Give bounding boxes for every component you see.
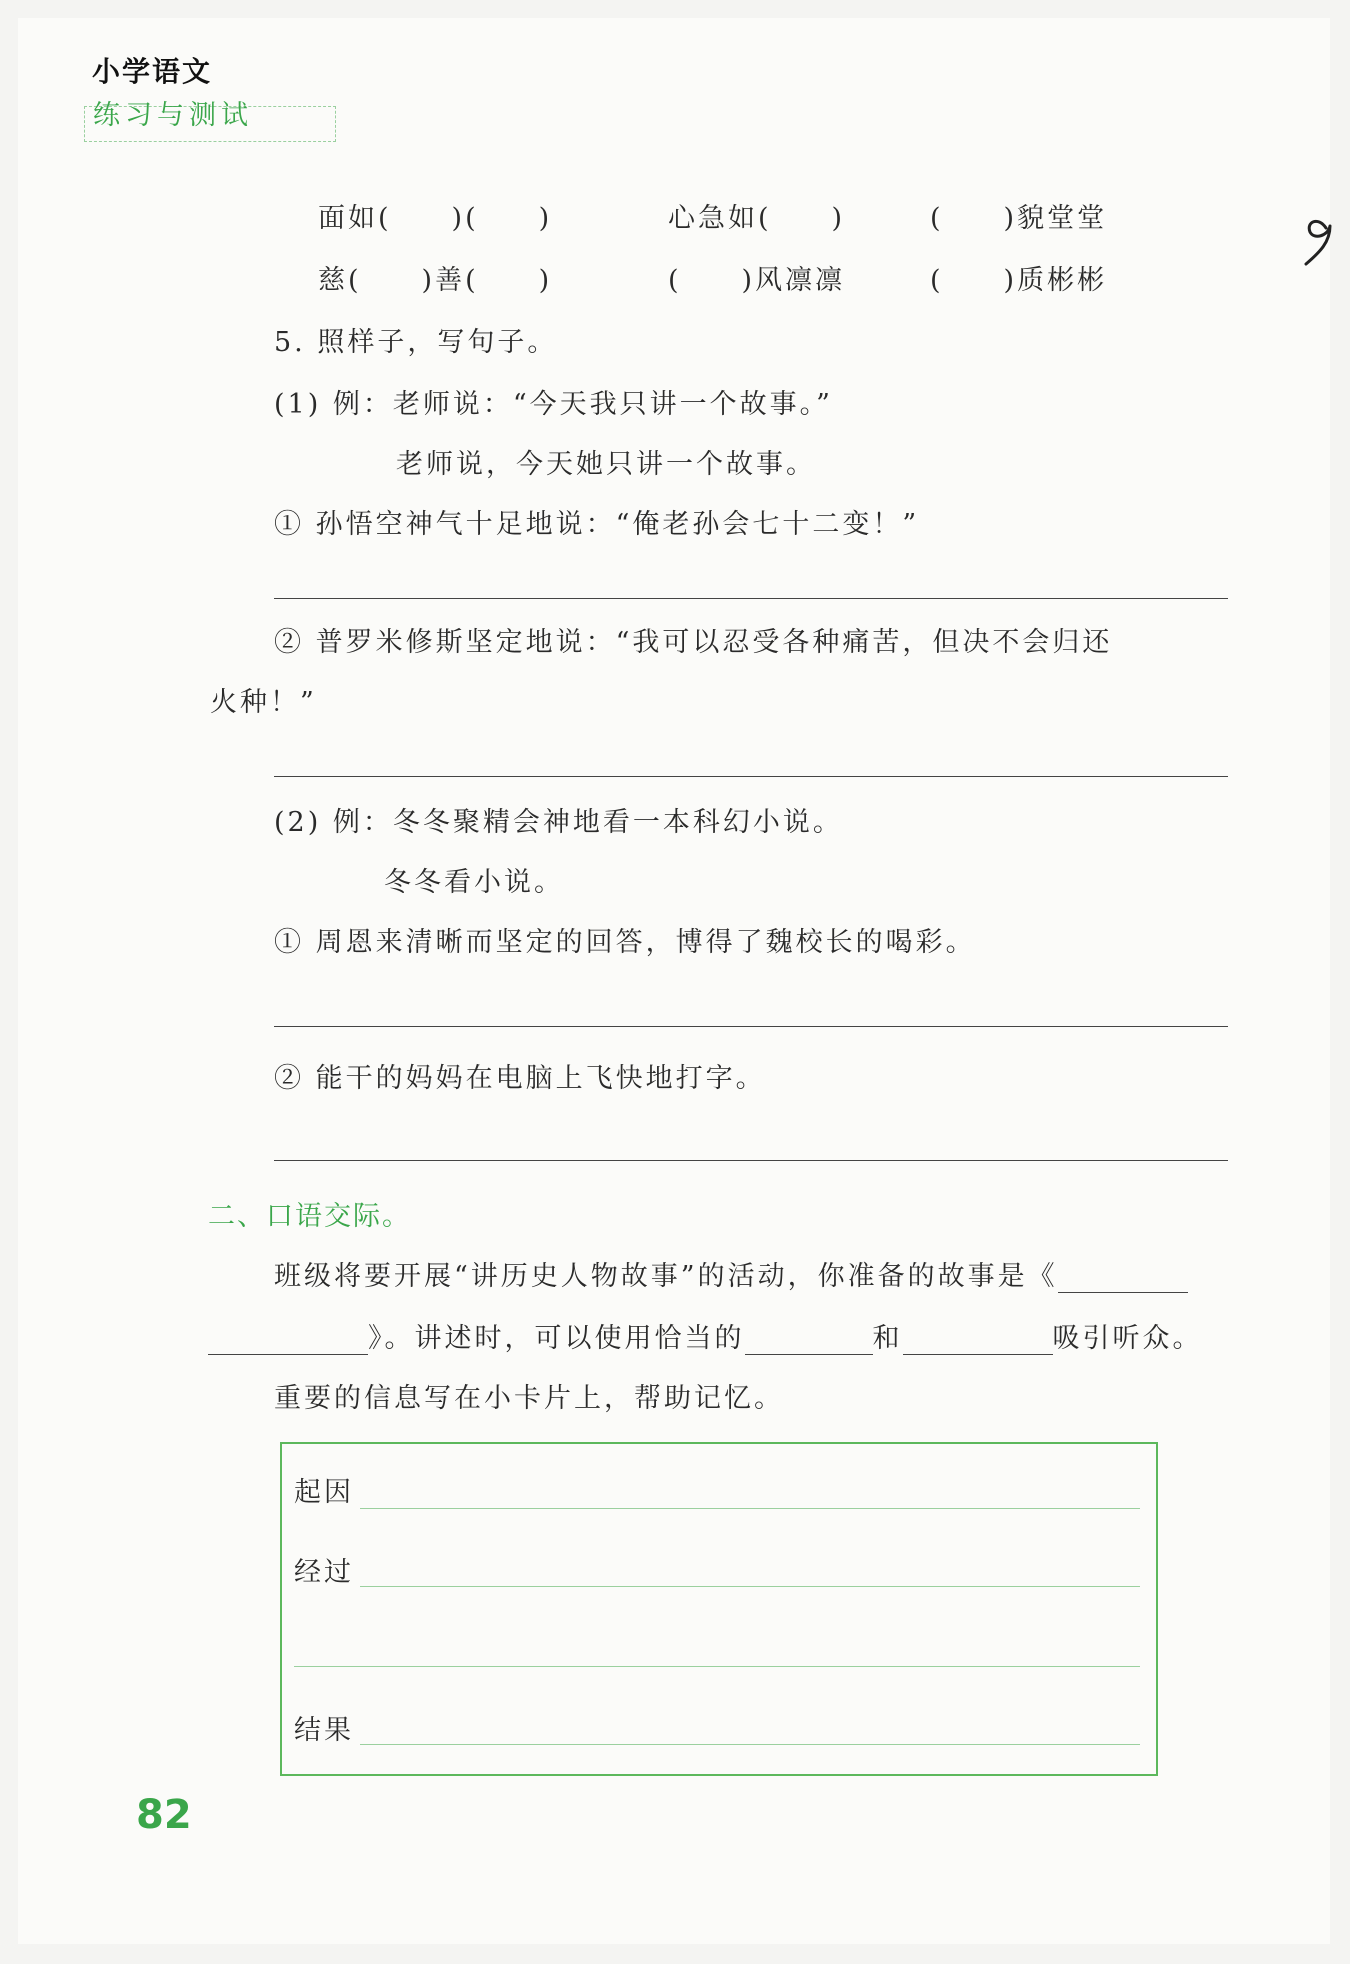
story-note-card — [280, 1442, 1158, 1776]
q5-1-example-answer: 老师说，今天她只讲一个故事。 — [396, 449, 816, 480]
q5-1-item1: ① 孙悟空神气十足地说：“俺老孙会七十二变！” — [274, 509, 920, 540]
story-title-blank-1[interactable] — [1058, 1262, 1188, 1293]
answer-line-q5-2-2[interactable] — [274, 1160, 1228, 1161]
idiom-1: 面如( )( ) — [318, 203, 553, 234]
card-line-cause[interactable] — [360, 1508, 1140, 1509]
book-subtitle-box — [84, 100, 336, 142]
idiom-3: ( )貌堂堂 — [930, 203, 1108, 234]
section2-line2-b: 和 — [872, 1323, 903, 1354]
q5-1-example: (1) 例：老师说：“今天我只讲一个故事。” — [274, 389, 833, 420]
handwritten-check-mark — [1300, 212, 1336, 268]
book-title: 小学语文 — [92, 55, 213, 88]
answer-line-q5-2-1[interactable] — [274, 1026, 1228, 1027]
section2-line2-c: 吸引听众。 — [1052, 1323, 1203, 1354]
section2-line1 — [274, 1254, 1188, 1293]
q5-2-item2: ② 能干的妈妈在电脑上飞快地打字。 — [274, 1063, 766, 1094]
q5-1-item2-line2: 火种！” — [210, 687, 317, 718]
idiom-4: 慈( )善( ) — [318, 265, 553, 296]
section2-line1-text: 班级将要开展“讲历史人物故事”的活动，你准备的故事是《 — [274, 1261, 1058, 1292]
q5-2-example-answer: 冬冬看小说。 — [384, 867, 564, 898]
answer-line-q5-1-2[interactable] — [274, 776, 1228, 777]
idiom-6: ( )质彬彬 — [930, 265, 1108, 296]
book-subtitle: 练习与测试 — [93, 100, 253, 131]
section2-line2 — [208, 1316, 1203, 1355]
method-blank-2[interactable] — [903, 1324, 1053, 1355]
card-label-process: 经过 — [294, 1557, 354, 1588]
q5-title: 5. 照样子，写句子。 — [274, 327, 558, 358]
method-blank-1[interactable] — [745, 1324, 873, 1355]
section2-title: 二、口语交际。 — [208, 1201, 411, 1232]
story-title-blank-2[interactable] — [208, 1324, 368, 1355]
answer-line-q5-1-1[interactable] — [274, 598, 1228, 599]
section2-line2-a: 》。讲述时，可以使用恰当的 — [368, 1323, 745, 1354]
card-line-process-1[interactable] — [360, 1586, 1140, 1587]
q5-2-example: (2) 例：冬冬聚精会神地看一本科幻小说。 — [274, 807, 843, 838]
q5-2-item1: ① 周恩来清晰而坚定的回答，博得了魏校长的喝彩。 — [274, 927, 976, 958]
idiom-5: ( )风凛凛 — [668, 265, 846, 296]
page-number: 82 — [136, 1792, 192, 1838]
card-label-result: 结果 — [294, 1715, 354, 1746]
q5-1-item2-line1: ② 普罗米修斯坚定地说：“我可以忍受各种痛苦，但决不会归还 — [274, 627, 1113, 658]
card-label-cause: 起因 — [294, 1477, 354, 1508]
section2-line3: 重要的信息写在小卡片上，帮助记忆。 — [274, 1383, 784, 1414]
idiom-2: 心急如( ) — [668, 203, 846, 234]
card-line-process-2[interactable] — [294, 1666, 1140, 1667]
card-line-result[interactable] — [360, 1744, 1140, 1745]
